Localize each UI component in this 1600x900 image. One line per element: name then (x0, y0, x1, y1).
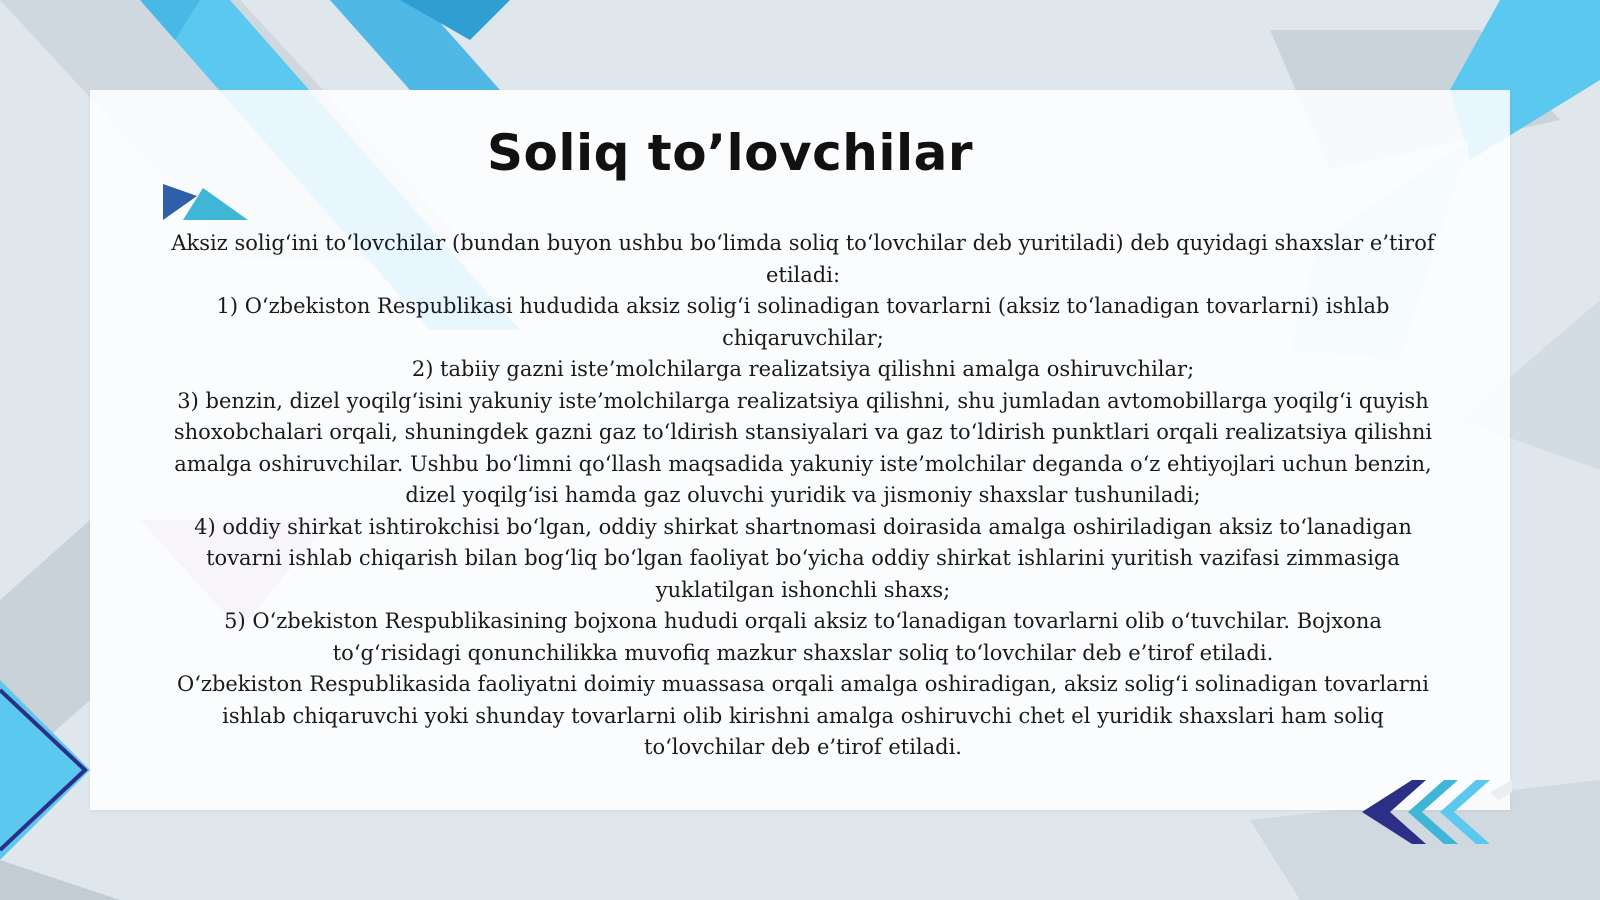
triangle-flag-icon (163, 184, 248, 222)
slide-body (168, 228, 1438, 764)
paragraph-item-4: 4) oddiy shirkat ishtirokchisi bo‘lgan, oddiy shirkat shartnomasi doirasida amalga oshiriladigan aksiz to‘lanadigan tovarni ishlab chiqarish bilan bog‘liq bo‘lgan faoliyat bo‘yicha oddiy shirkat ishlarini yuritish vazifasi zimmasiga yuklatilgan ishonchli shaxs; (194, 514, 1412, 602)
paragraph-item-3: 3) benzin, dizel yoqilg‘isini yakuniy iste’molchilarga realizatsiya qilishni, shu jumladan avtomobillarga yoqilg‘i quyish shoxobchalari orqali, shuningdek gazni gaz to‘ldirish stansiyalari va gaz to‘ldirish punktlari orqali realizatsiya qilishni amalga oshiruvchilar. Ushbu bo‘limni qo‘llash maqsadida yakuniy iste’molchilar deganda o‘z ehtiyojlari uchun benzin, dizel yoqilg‘isi hamda gaz oluvchi yuridik va jismoniy shaxslar tushuniladi; (173, 388, 1433, 507)
paragraph-item-1: 1) O‘zbekiston Respublikasi hududida aksiz solig‘i solinadigan tovarlarni (aksiz to‘lanadigan tovarlarni) ishlab chiqaruvchilar; (216, 294, 1390, 350)
paragraph-item-5: 5) O‘zbekiston Respublikasining bojxona hududi orqali aksiz to‘lanadigan tovarlarni olib o‘tuvchilar. Bojxona to‘g‘risidagi qonunchilikka muvofiq mazkur shaxslar soliq to‘lovchilar deb e’tirof etiladi. (224, 609, 1382, 665)
paragraph-intro: Aksiz solig‘ini to‘lovchilar (bundan buyon ushbu bo‘limda soliq to‘lovchilar deb yuritiladi) deb quyidagi shaxslar e’tirof etiladi: (171, 231, 1435, 287)
slide-title: Soliq to’lovchilar (486, 124, 974, 182)
paragraph-closing: O‘zbekiston Respublikasida faoliyatni doimiy muassasa orqali amalga oshiradigan, aksiz solig‘i solinadigan tovarlarni ishlab chiqaruvchi yoki shunday tovarlarni olib kirishni amalga oshiruvchi chet el yuridik shaxslari ham soliq to‘lovchilar deb e’tirof etiladi. (176, 672, 1429, 759)
paragraph-item-2: 2) tabiiy gazni iste’molchilarga realizatsiya qilishni amalga oshiruvchilar; (411, 357, 1195, 381)
triple-chevron-left-icon (1362, 780, 1512, 844)
